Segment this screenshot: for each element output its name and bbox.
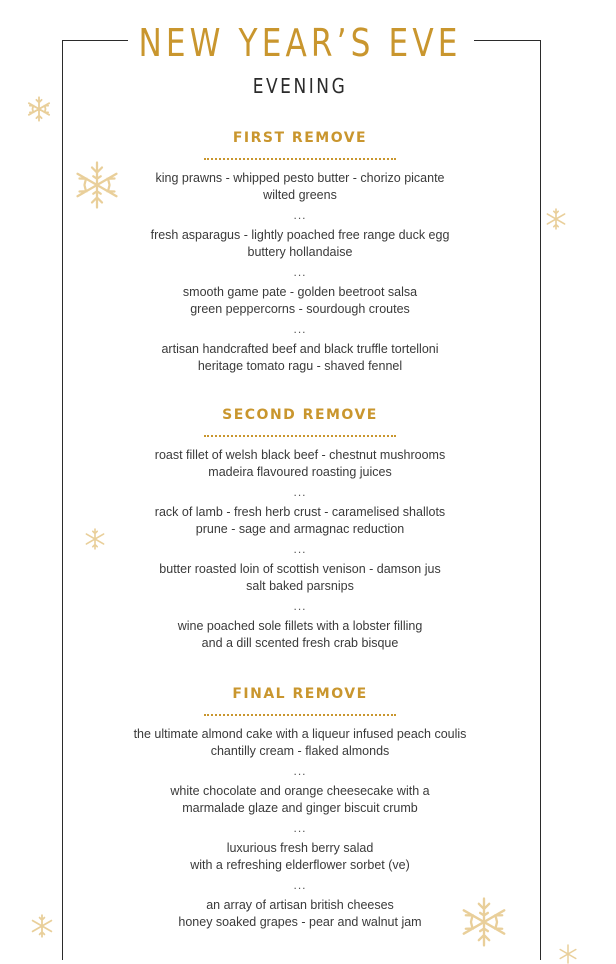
dish-line: rack of lamb - fresh herb crust - caramelised shallots xyxy=(154,505,446,519)
dish-line: luxurious fresh berry salad xyxy=(226,841,374,855)
dish-separator: ... xyxy=(293,878,307,892)
dish-line: green peppercorns - sourdough croutes xyxy=(190,302,410,316)
dish-line: smooth game pate - golden beetroot salsa xyxy=(182,285,418,299)
snowflake-icon xyxy=(545,208,567,230)
dish-line: salt baked parsnips xyxy=(246,579,354,593)
dish-separator: ... xyxy=(293,485,307,499)
dish-item xyxy=(0,618,600,652)
dish-line: prune - sage and armagnac reduction xyxy=(195,522,405,536)
snowflake-icon xyxy=(558,944,578,964)
dish-line: with a refreshing elderflower sorbet (ve) xyxy=(190,858,410,872)
section-heading: FINAL REMOVE xyxy=(232,686,368,702)
dish-line: wine poached sole fillets with a lobster filling xyxy=(177,619,423,633)
dish-item xyxy=(0,227,600,261)
dish-line: roast fillet of welsh black beef - chestnut mushrooms xyxy=(154,448,446,462)
dish-line: madeira flavoured roasting juices xyxy=(208,465,392,479)
dish-item xyxy=(0,284,600,318)
snowflake-icon xyxy=(84,528,106,550)
section-heading: SECOND REMOVE xyxy=(222,407,378,423)
dish-list xyxy=(0,726,600,931)
dish-item xyxy=(0,341,600,375)
dish-separator: ... xyxy=(293,764,307,778)
dotted-divider xyxy=(204,425,396,437)
dish-line: heritage tomato ragu - shaved fennel xyxy=(197,359,403,373)
dish-separator: ... xyxy=(293,542,307,556)
dish-item xyxy=(0,897,600,931)
dish-line: honey soaked grapes - pear and walnut jam xyxy=(178,915,422,929)
dotted-divider xyxy=(204,704,396,716)
dish-separator: ... xyxy=(293,265,307,279)
dish-line: marmalade glaze and ginger biscuit crumb xyxy=(182,801,418,815)
dish-line: the ultimate almond cake with a liqueur infused peach coulis xyxy=(133,727,467,741)
dish-item xyxy=(0,783,600,817)
dish-item xyxy=(0,840,600,874)
dish-line: fresh asparagus - lightly poached free range duck egg xyxy=(150,228,450,242)
section-heading: FIRST REMOVE xyxy=(232,130,368,146)
dish-line: white chocolate and orange cheesecake with a xyxy=(170,784,430,798)
dish-line: an array of artisan british cheeses xyxy=(206,898,394,912)
dish-line: buttery hollandaise xyxy=(247,245,353,259)
snowflake-icon xyxy=(458,896,510,948)
dish-line: butter roasted loin of scottish venison - damson jus xyxy=(159,562,441,576)
dish-item xyxy=(0,447,600,481)
dotted-divider xyxy=(204,148,396,160)
dish-line: wilted greens xyxy=(263,188,337,202)
dish-line: and a dill scented fresh crab bisque xyxy=(201,636,399,650)
dish-separator: ... xyxy=(293,821,307,835)
dish-separator: ... xyxy=(293,599,307,613)
dish-line: chantilly cream - flaked almonds xyxy=(210,744,390,758)
snowflake-icon xyxy=(30,914,54,938)
menu-subtitle: EVENING xyxy=(252,74,348,98)
menu-title: NEW YEAR’S EVE xyxy=(138,21,462,65)
dish-separator: ... xyxy=(293,208,307,222)
dish-line: artisan handcrafted beef and black truffle tortelloni xyxy=(161,342,439,356)
dish-item xyxy=(0,726,600,760)
dish-line: king prawns - whipped pesto butter - chorizo picante xyxy=(155,171,445,185)
section-final-remove xyxy=(0,684,600,931)
dish-separator: ... xyxy=(293,322,307,336)
snowflake-icon xyxy=(72,160,122,210)
snowflake-icon xyxy=(26,96,52,122)
dish-item xyxy=(0,561,600,595)
